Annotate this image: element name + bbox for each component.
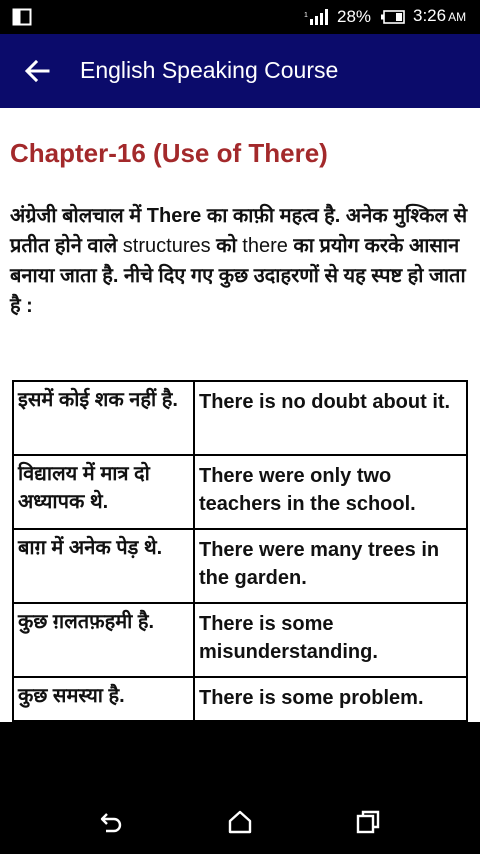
intro-text-4: there xyxy=(242,235,288,257)
english-cell: There is no doubt about it. xyxy=(194,381,467,455)
screen-cast-icon xyxy=(12,8,32,26)
intro-text-5: का प्रयोग करके आसान बनाया जाता है. नीचे दिए गए कुछ उदाहरणों से यह स्पष्ट हो जाता है : xyxy=(10,235,466,317)
svg-text:1: 1 xyxy=(304,12,308,19)
intro-text-3: को xyxy=(210,235,243,257)
battery-percent: 28% xyxy=(337,7,372,26)
clock xyxy=(413,6,466,26)
intro-paragraph xyxy=(10,201,472,321)
intro-text-1: अंग्रेजी बोलचाल में There का काफ़ी महत्व है. अनेक मुश्किल से प्रतीत होने वाले xyxy=(10,205,468,257)
clock-ampm: AM xyxy=(448,10,467,24)
table-row xyxy=(13,455,467,529)
table-row xyxy=(13,381,467,455)
table-row xyxy=(13,603,467,677)
status-bar xyxy=(0,0,480,34)
signal-strength-icon xyxy=(304,9,330,25)
table-row xyxy=(13,529,467,603)
english-cell: There is some problem. xyxy=(194,677,467,721)
home-nav-icon[interactable] xyxy=(227,809,253,835)
chapter-content[interactable] xyxy=(0,108,480,722)
intro-text-2: structures xyxy=(122,235,211,257)
battery-icon xyxy=(381,10,405,24)
hindi-cell: विद्यालय में मात्र दो अध्यापक थे. xyxy=(13,455,194,529)
recent-apps-icon[interactable] xyxy=(355,809,381,835)
hindi-cell: कुछ समस्या है. xyxy=(13,677,194,721)
hindi-cell: बाग़ में अनेक पेड़ थे. xyxy=(13,529,194,603)
back-nav-icon[interactable] xyxy=(98,809,124,835)
english-cell: There were only two teachers in the school. xyxy=(194,455,467,529)
english-cell: There were many trees in the garden. xyxy=(194,529,467,603)
app-bar-title: English Speaking Course xyxy=(80,57,339,83)
navigation-bar xyxy=(0,722,480,854)
english-cell: There is some misunderstanding. xyxy=(194,603,467,677)
clock-time: 3:26 xyxy=(413,6,447,25)
app-bar xyxy=(0,34,480,108)
hindi-cell: कुछ ग़लतफ़हमी है. xyxy=(13,603,194,677)
examples-table xyxy=(12,380,468,722)
back-arrow-icon[interactable] xyxy=(24,59,50,83)
hindi-cell: इसमें कोई शक नहीं है. xyxy=(13,381,194,455)
chapter-title: Chapter-16 (Use of There) xyxy=(10,138,328,168)
table-row xyxy=(13,677,467,721)
